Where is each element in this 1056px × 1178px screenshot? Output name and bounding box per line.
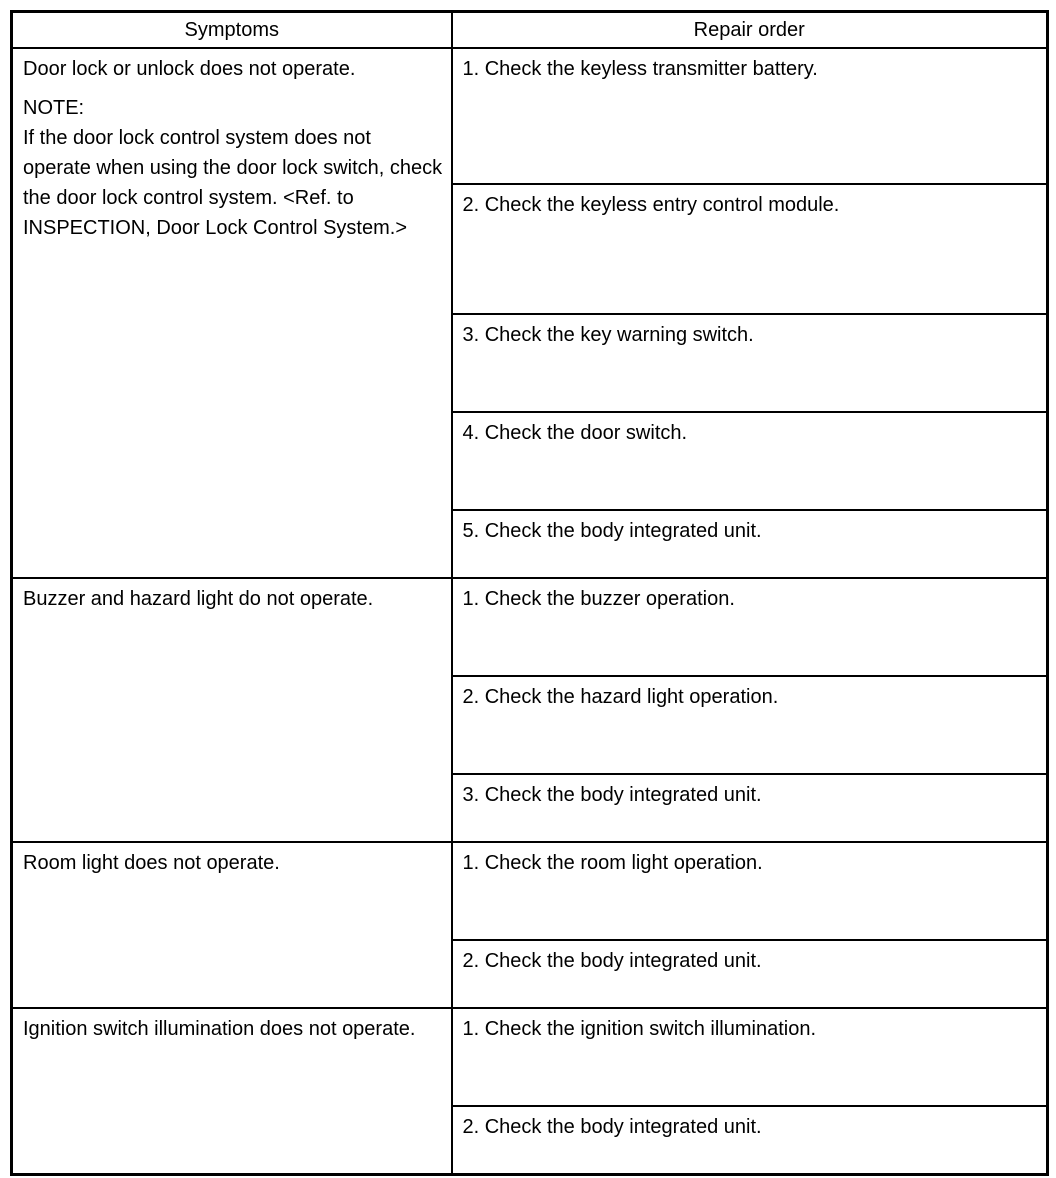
symptom-cell-ignition-illumination: Ignition switch illumination does not operate. xyxy=(12,1008,452,1174)
note-text: If the door lock control system does not operate when using the door lock switch, check the door lock control system. <Ref. to INSPECTION, Door Lock Control System.> xyxy=(23,127,443,239)
symptom-repair-table xyxy=(10,10,1049,1176)
repair-step-cell: 1. Check the buzzer operation. xyxy=(452,578,1048,676)
symptom-cell-buzzer-hazard: Buzzer and hazard light do not operate. xyxy=(12,578,452,842)
repair-step-cell: 2. Check the keyless entry control module. xyxy=(452,184,1048,314)
table-row xyxy=(12,1008,1048,1106)
header-symptoms: Symptoms xyxy=(12,12,452,49)
repair-step-cell: 2. Check the body integrated unit. xyxy=(452,1106,1048,1174)
table-row xyxy=(12,48,1048,184)
repair-step-cell: 5. Check the body integrated unit. xyxy=(452,510,1048,578)
table-row xyxy=(12,578,1048,676)
table-row xyxy=(12,842,1048,940)
repair-step-cell: 1. Check the ignition switch illumination. xyxy=(452,1008,1048,1106)
repair-step-cell: 4. Check the door switch. xyxy=(452,412,1048,510)
repair-step-cell: 3. Check the key warning switch. xyxy=(452,314,1048,412)
symptom-cell-door-lock xyxy=(12,48,452,578)
note-label: NOTE: xyxy=(23,97,85,119)
repair-step-cell: 1. Check the keyless transmitter battery. xyxy=(452,48,1048,184)
repair-step-cell: 2. Check the hazard light operation. xyxy=(452,676,1048,774)
repair-step-cell: 1. Check the room light operation. xyxy=(452,842,1048,940)
symptom-text: Door lock or unlock does not operate. xyxy=(23,58,356,80)
symptom-cell-room-light: Room light does not operate. xyxy=(12,842,452,1008)
repair-step-cell: 2. Check the body integrated unit. xyxy=(452,940,1048,1008)
header-repair-order: Repair order xyxy=(452,12,1048,49)
header-row xyxy=(12,12,1048,49)
repair-step-cell: 3. Check the body integrated unit. xyxy=(452,774,1048,842)
